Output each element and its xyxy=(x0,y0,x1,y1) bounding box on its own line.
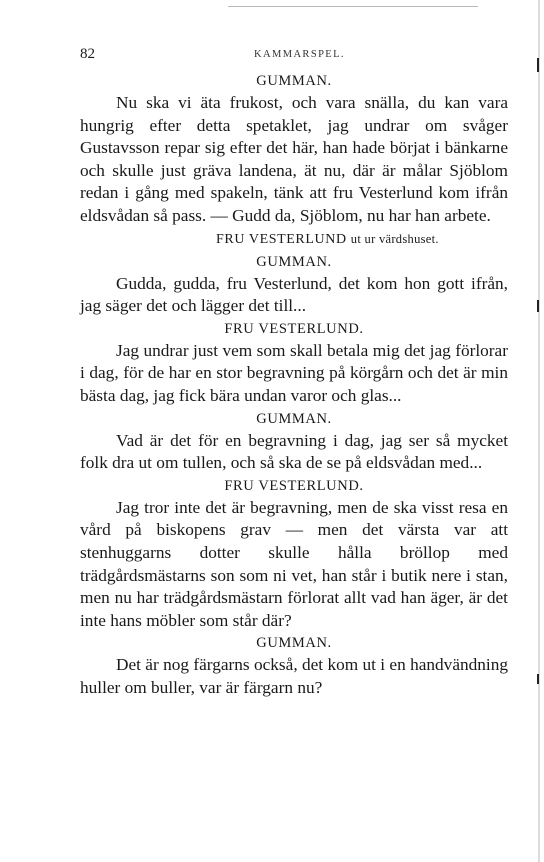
speaker-line-with-direction xyxy=(80,228,508,251)
speaker-name: FRU VESTERLUND. xyxy=(224,477,364,494)
speech-text: Vad är det för en begravning i dag, jag ser så mycket folk dra ut om tullen, och så ska de se på eldsvådan med... xyxy=(80,430,508,473)
scan-edge-mark xyxy=(537,300,539,312)
book-page xyxy=(80,46,508,699)
scan-edge-mark xyxy=(537,674,539,684)
speaker-name: GUMMAN. xyxy=(256,410,332,427)
page-header xyxy=(80,46,508,66)
speaker-name: FRU VESTERLUND. xyxy=(224,320,364,337)
page-number: 82 xyxy=(80,46,95,62)
scan-top-rule xyxy=(228,6,478,7)
speech-text: Gudda, gudda, fru Vesterlund, det kom hon gott ifrån, jag säger det och lägger det till... xyxy=(80,273,508,316)
scan-page-edge xyxy=(538,0,540,862)
speech-text: Nu ska vi äta frukost, och vara snälla, du kan vara hungrig efter detta spetaklet, jag undrar om svåger Gustavsson repar sig efter det här, han hade börjat i bänkarne och skulle just gräva landena, ät nu, där är målar Sjöblom redan i gång med spakeln, tänk att fru Vesterlund kom ifrån eldsvådan så pass. — Gudd da, Sjöblom, nu har han arbete. xyxy=(80,93,508,225)
speech-text: Det är nog färgarns också, det kom ut i en handvändning huller om buller, var är färgarn nu? xyxy=(80,655,508,697)
speaker-name: FRU VESTERLUND xyxy=(216,231,347,247)
running-head: KAMMARSPEL. xyxy=(254,49,345,60)
speech-text: Jag tror inte det är begravning, men de ska visst resa en vård på biskopens grav — men det värsta var att stenhuggarns dotter skulle hålla bröllop med trädgårdsmästarns son som ni vet, han står i butik nere i stan, men nu har trädgårdsmästarn förlorat allt vad han äger, är det inte hans möbler som står där? xyxy=(80,497,508,630)
scan-edge-mark xyxy=(537,58,539,72)
speaker-name: GUMMAN. xyxy=(256,73,332,89)
speaker-name: GUMMAN. xyxy=(256,635,332,652)
stage-direction: ut ur värdshuset. xyxy=(350,231,439,246)
speech-text: Jag undrar just vem som skall betala mig det jag förlorar i dag, för de har en stor begravning på körgårn och det är min bästa dag, jag fick bära undan varor och glas... xyxy=(80,340,508,405)
speaker-name: GUMMAN. xyxy=(256,253,332,270)
